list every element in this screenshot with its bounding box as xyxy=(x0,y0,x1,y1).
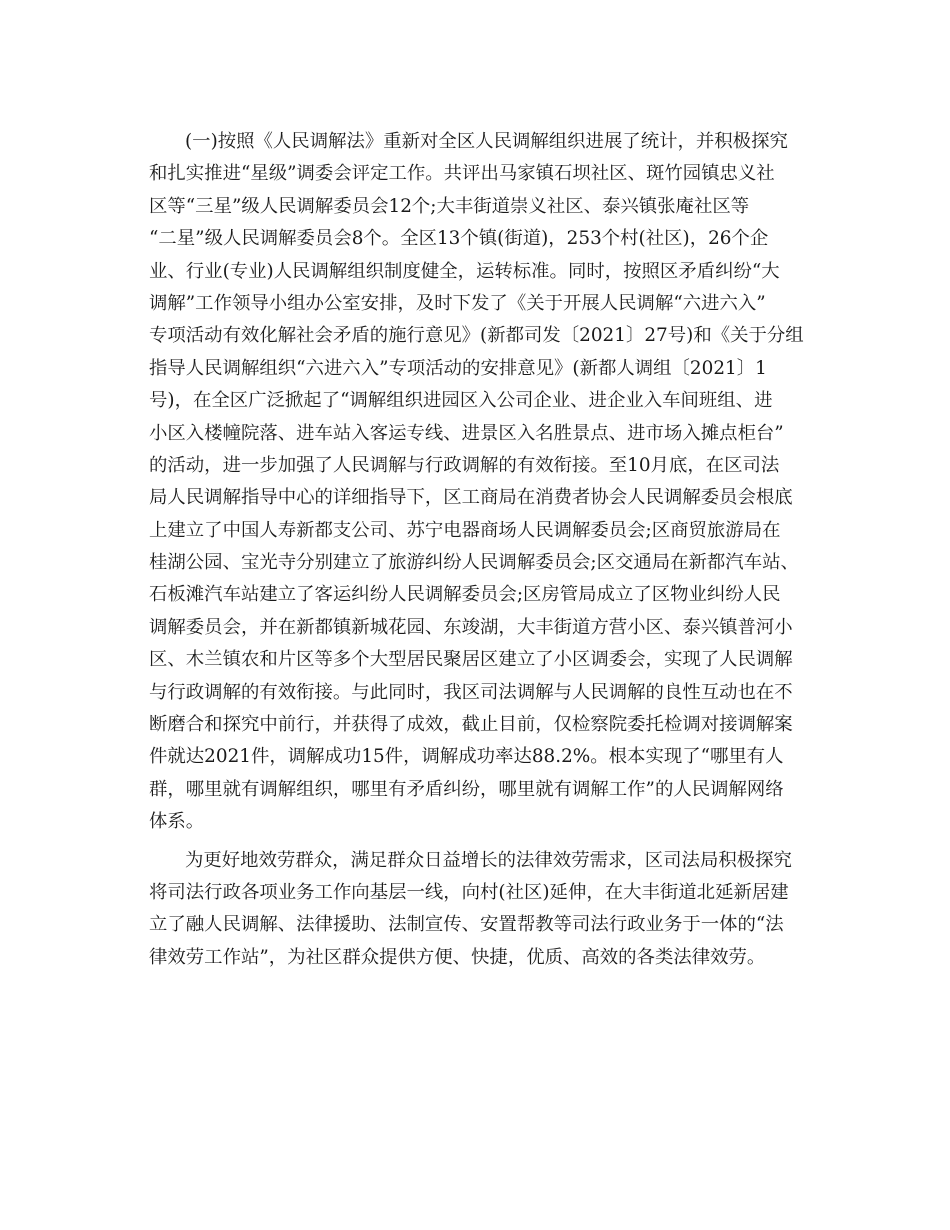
paragraph-line: 件就达2021件，调解成功15件，调解成功率达88.2%。根本实现了“哪里有人 xyxy=(149,746,784,768)
paragraph-line: 将司法行政各项业务工作向基层一线，向村(社区)延伸，在大丰街道北延新居建 xyxy=(149,881,789,903)
paragraph-line: 上建立了中国人寿新都支公司、苏宁电器商场人民调解委员会;区商贸旅游局在 xyxy=(149,519,781,541)
paragraph-line: 和扎实推进“星级”调委会评定工作。共评出马家镇石坝社区、斑竹园镇忠义社 xyxy=(149,163,775,185)
paragraph-line: 群，哪里就有调解组织，哪里有矛盾纠纷，哪里就有调解工作”的人民调解网络 xyxy=(149,778,784,800)
paragraph-line: 指导人民调解组织“六进六入”专项活动的安排意见》(新都人调组〔2021〕1 xyxy=(149,357,767,379)
paragraph-line: 与行政调解的有效衔接。与此同时，我区司法调解与人民调解的良性互动也在不 xyxy=(149,681,793,703)
paragraph-line: 专项活动有效化解社会矛盾的施行意见》(新都司发〔2021〕27号)和《关于分组 xyxy=(149,325,804,347)
paragraph-line: 体系。 xyxy=(149,811,205,833)
paragraph-line: 桂湖公园、宝光寺分别建立了旅游纠纷人民调解委员会;区交通局在新都汽车站、 xyxy=(149,552,799,574)
document-body xyxy=(149,126,811,974)
paragraph-line: 局人民调解指导中心的详细指导下，区工商局在消费者协会人民调解委员会根底 xyxy=(149,487,793,509)
paragraph-line: 调解委员会，并在新都镇新城花园、东竣湖，大丰街道方营小区、泰兴镇普河小 xyxy=(149,616,793,638)
paragraph-line: 业、行业(专业)人民调解组织制度健全，运转标准。同时，按照区矛盾纠纷“大 xyxy=(149,260,780,282)
paragraph-line: 为更好地效劳群众，满足群众日益增长的法律效劳需求，区司法局积极探究 xyxy=(185,849,792,871)
paragraph-line: 区、木兰镇农和片区等多个大型居民聚居区建立了小区调委会，实现了人民调解 xyxy=(149,649,793,671)
paragraph-line: 号)，在全区广泛掀起了“调解组织进园区入公司企业、进企业入车间班组、进 xyxy=(149,390,773,412)
paragraph-1 xyxy=(149,126,811,839)
paragraph-line: 断磨合和探究中前行，并获得了成效，截止目前，仅检察院委托检调对接调解案 xyxy=(149,714,793,736)
paragraph-line: 的活动，进一步加强了人民调解与行政调解的有效衔接。至10月底，在区司法 xyxy=(149,454,780,476)
paragraph-line: 律效劳工作站”，为社区群众提供方便、快捷，优质、高效的各类法律效劳。 xyxy=(149,946,766,968)
paragraph-line: 石板滩汽车站建立了客运纠纷人民调解委员会;区房管局成立了区物业纠纷人民 xyxy=(149,584,781,606)
paragraph-line: 立了融人民调解、法律援助、法制宣传、安置帮教等司法行政业务于一体的“法 xyxy=(149,914,784,936)
paragraph-line: 小区入楼幢院落、进车站入客运专线、进景区入名胜景点、进市场入摊点柜台” xyxy=(149,422,784,444)
paragraph-2 xyxy=(149,845,811,975)
paragraph-line: 区等“三星”级人民调解委员会12个;大丰街道崇义社区、泰兴镇张庵社区等 xyxy=(149,195,750,217)
paragraph-line: (一)按照《人民调解法》重新对全区人民调解组织进展了统计，并积极探究 xyxy=(185,131,788,152)
paragraph-line: “二星”级人民调解委员会8个。全区13个镇(街道)，253个村(社区)，26个企 xyxy=(149,228,769,250)
paragraph-line: 调解”工作领导小组办公室安排，及时下发了《关于开展人民调解“六进六入” xyxy=(149,292,766,314)
